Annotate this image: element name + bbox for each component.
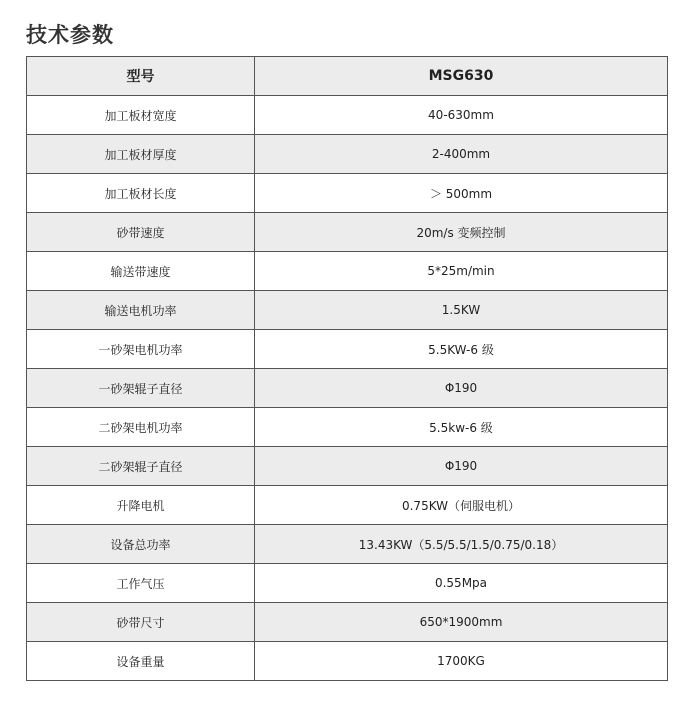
table-row bbox=[27, 408, 668, 447]
row-label: 升降电机 bbox=[27, 486, 255, 525]
row-value: 20m/s 变频控制 bbox=[255, 213, 668, 252]
table-row bbox=[27, 291, 668, 330]
row-value: 5.5KW-6 级 bbox=[255, 330, 668, 369]
table-row bbox=[27, 642, 668, 681]
row-value: 0.75KW（伺服电机） bbox=[255, 486, 668, 525]
table-row bbox=[27, 564, 668, 603]
row-label: 加工板材宽度 bbox=[27, 96, 255, 135]
row-value: Φ190 bbox=[255, 447, 668, 486]
row-value: 5*25m/min bbox=[255, 252, 668, 291]
row-value: Φ190 bbox=[255, 369, 668, 408]
row-label: 输送电机功率 bbox=[27, 291, 255, 330]
table-row bbox=[27, 486, 668, 525]
row-value: 13.43KW（5.5/5.5/1.5/0.75/0.18） bbox=[255, 525, 668, 564]
header-label-cell: 型号 bbox=[27, 57, 255, 96]
row-label: 加工板材长度 bbox=[27, 174, 255, 213]
table-row bbox=[27, 525, 668, 564]
table-row bbox=[27, 213, 668, 252]
row-label: 一砂架电机功率 bbox=[27, 330, 255, 369]
row-value: 2-400mm bbox=[255, 135, 668, 174]
row-label: 二砂架辊子直径 bbox=[27, 447, 255, 486]
row-value: ＞ 500mm bbox=[255, 174, 668, 213]
row-label: 一砂架辊子直径 bbox=[27, 369, 255, 408]
table-row bbox=[27, 330, 668, 369]
row-label: 砂带速度 bbox=[27, 213, 255, 252]
table-header-row bbox=[27, 57, 668, 96]
table-row bbox=[27, 447, 668, 486]
row-value: 5.5kw-6 级 bbox=[255, 408, 668, 447]
row-label: 设备总功率 bbox=[27, 525, 255, 564]
row-label: 输送带速度 bbox=[27, 252, 255, 291]
row-value: 650*1900mm bbox=[255, 603, 668, 642]
table-row bbox=[27, 603, 668, 642]
row-value: 40-630mm bbox=[255, 96, 668, 135]
table-row bbox=[27, 135, 668, 174]
row-value: 0.55Mpa bbox=[255, 564, 668, 603]
row-label: 加工板材厚度 bbox=[27, 135, 255, 174]
row-label: 设备重量 bbox=[27, 642, 255, 681]
row-value: 1700KG bbox=[255, 642, 668, 681]
row-value: 1.5KW bbox=[255, 291, 668, 330]
page-title: 技术参数 bbox=[26, 23, 114, 47]
table-row bbox=[27, 369, 668, 408]
row-label: 工作气压 bbox=[27, 564, 255, 603]
table-row bbox=[27, 252, 668, 291]
table-row bbox=[27, 96, 668, 135]
row-label: 二砂架电机功率 bbox=[27, 408, 255, 447]
table-row bbox=[27, 174, 668, 213]
row-label: 砂带尺寸 bbox=[27, 603, 255, 642]
spec-table bbox=[26, 56, 668, 681]
header-value-cell: MSG630 bbox=[255, 57, 668, 96]
